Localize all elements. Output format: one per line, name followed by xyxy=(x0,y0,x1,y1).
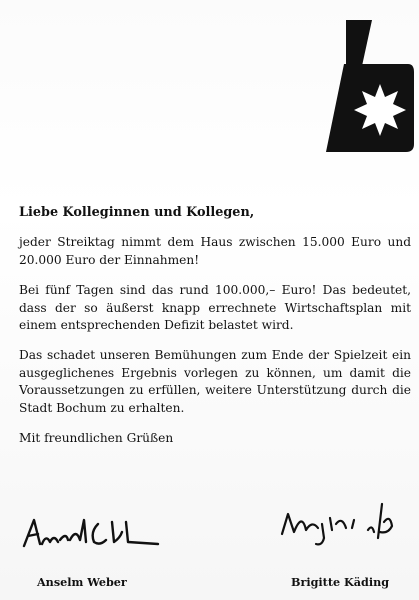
closing: Mit freundlichen Grüßen xyxy=(19,431,174,446)
signature-brigitte-kaeding xyxy=(272,494,412,550)
paragraph-five-days: Bei fünf Tagen sind das rund 100.000,– Euro! Das bedeutet, dass der so äußerst knapp errechnete Wirtschaftsplan mit einem entsprechenden Defizit belastet wird. xyxy=(19,283,411,333)
signatory-name-right: Brigitte Käding xyxy=(291,575,390,589)
theater-logo xyxy=(322,20,414,152)
paragraph-strike-cost: jeder Streiktag nimmt dem Haus zwischen 15.000 Euro und 20.000 Euro der Einnahmen! xyxy=(19,235,411,267)
salutation: Liebe Kolleginnen und Kollegen, xyxy=(19,205,255,220)
signature-anselm-weber xyxy=(18,510,168,560)
paragraph-consequences: Das schadet unseren Bemühungen zum Ende der Spielzeit ein ausgeglichenes Ergebnis vorlegen zu können, um damit die Voraussetzungen zu erfüllen, weitere Unterstützung durch die Stadt Bochum zu erhalten. xyxy=(19,348,411,415)
logo-letter-b xyxy=(326,20,414,152)
signatory-name-left: Anselm Weber xyxy=(37,575,127,589)
letter-body xyxy=(19,204,411,447)
